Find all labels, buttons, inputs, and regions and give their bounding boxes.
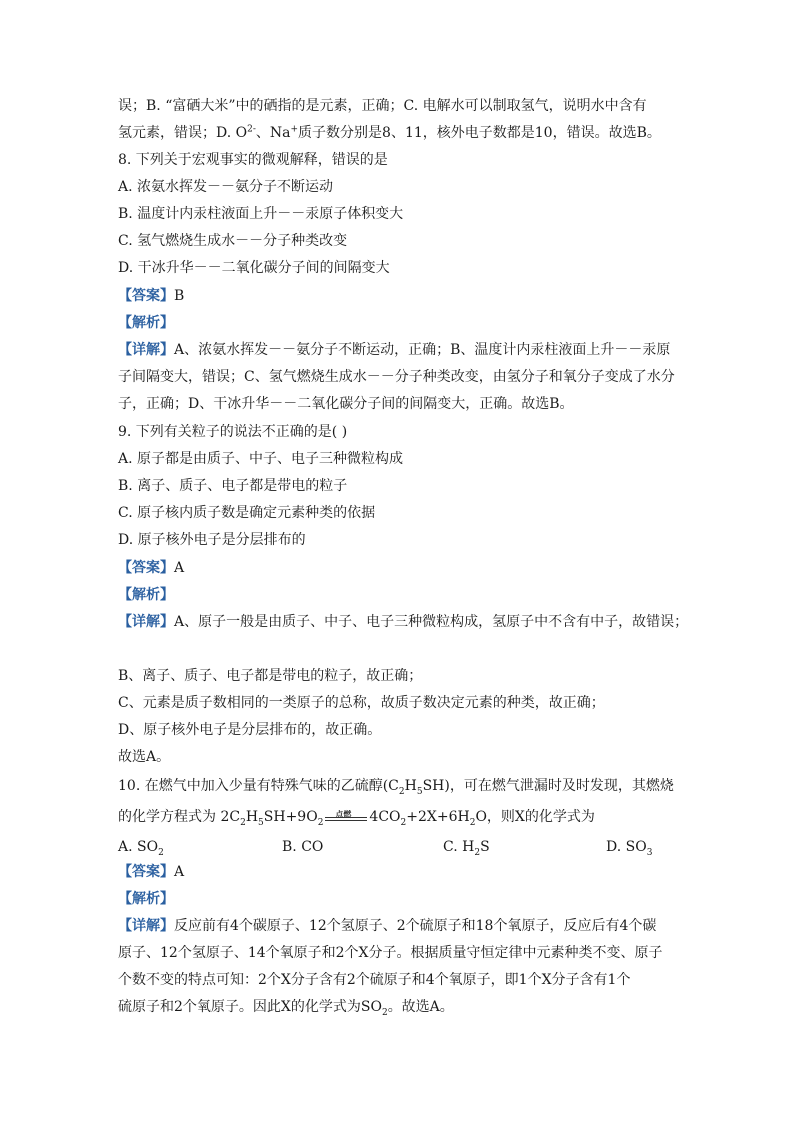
q8-detail: 【详解】A、浓氨水挥发－－氨分子不断运动，正确；B、温度计内汞柱液面上升－－汞原 — [118, 342, 671, 358]
q8-option-c: C. 氢气燃烧生成水－－分子种类改变 — [118, 233, 348, 249]
q8-option-a: A. 浓氨水挥发－－氨分子不断运动 — [118, 179, 334, 195]
q10-option-d: D. $SO_3$ — [606, 839, 653, 858]
q8-analysis-heading: 【解析】 — [118, 315, 174, 331]
q10-option-b: B. CO — [282, 839, 324, 855]
q8-option-d: D. 干冰升华－－二氧化碳分子间的间隔变大 — [118, 260, 390, 276]
text-line: 子间隔变大，错误；C、氢气燃烧生成水－－分子种类改变，由氢分子和氧分子变成了水分 — [118, 369, 675, 385]
question-10: 10. 在燃气中加入少量有特殊气味的乙硫醇$(C_2H_5SH)$，可在燃气泄漏时及时发现，其燃烧 — [118, 778, 674, 797]
text-line: C、元素是质子数相同的一类原子的总称，故质子数决定元素的种类，故正确； — [118, 695, 605, 711]
q9-analysis-heading: 【解析】 — [118, 587, 174, 603]
q8-answer: 【答案】B — [118, 288, 185, 304]
text-line: 硫原子和2个氧原子。因此X的化学式为$SO_2$。故选A。 — [118, 999, 454, 1018]
q10-answer: 【答案】A — [118, 864, 185, 880]
q10-option-a: A. $SO_2$ — [118, 839, 164, 858]
q9-option-d: D. 原子核外电子是分层排布的 — [118, 532, 306, 548]
q9-option-c: C. 原子核内质子数是确定元素种类的依据 — [118, 505, 376, 521]
q9-answer: 【答案】A — [118, 560, 185, 576]
q9-detail: 【详解】A、原子一般是由质子、中子、电子三种微粒构成，氢原子中不含有中子，故错误； — [118, 614, 689, 630]
chemical-equation: 的化学方程式为 $2C_2H_5SH+9O_2$ 点燃 $4CO_2+2X+6H_2O$，则X的化学式为 — [118, 809, 595, 828]
text-line: 故选A。 — [118, 749, 171, 765]
text-line: 原子、12个氢原子、14个氧原子和2个X分子。根据质量守恒定律中元素种类不变、原子 — [118, 945, 663, 961]
q10-option-c: C. $H_2S$ — [443, 839, 490, 858]
text-line: 氢元素，错误；D. $O^{2-}$、Na+质子数分别是8、11，核外电子数都是10，错误。故选B。 — [118, 124, 661, 141]
text-line: 个数不变的特点可知：2个X分子含有2个硫原子和4个氧原子，即1个X分子含有1个 — [118, 972, 631, 988]
question-9: 9. 下列有关粒子的说法不正确的是( ) — [118, 424, 348, 440]
q10-analysis-heading: 【解析】 — [118, 891, 174, 907]
text-line: 子，正确；D、干冰升华－－二氧化碳分子间的间隔变大，正确。故选B。 — [118, 396, 574, 412]
text-line: 误；B. “富硒大米”中的硒指的是元素，正确；C. 电解水可以制取氢气，说明水中含有 — [118, 98, 647, 114]
q8-option-b: B. 温度计内汞柱液面上升－－汞原子体积变大 — [118, 206, 404, 222]
text-line: B、离子、质子、电子都是带电的粒子，故正确； — [118, 668, 423, 684]
q9-option-a: A. 原子都是由质子、中子、电子三种微粒构成 — [118, 451, 404, 467]
question-8: 8. 下列关于宏观事实的微观解释，错误的是 — [118, 152, 388, 168]
text-line: D、原子核外电子是分层排布的，故正确。 — [118, 722, 382, 738]
q9-option-b: B. 离子、质子、电子都是带电的粒子 — [118, 478, 348, 494]
reaction-condition-arrow: 点燃 — [323, 807, 369, 827]
q10-detail: 【详解】反应前有4个碳原子、12个氢原子、2个硫原子和18个氧原子，反应后有4个碳 — [118, 918, 657, 934]
